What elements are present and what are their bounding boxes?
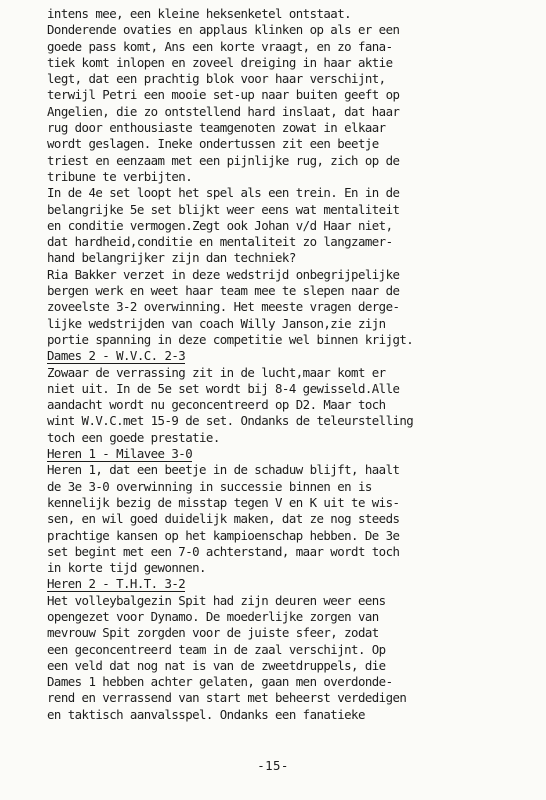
- text-line: terwijl Petri een mooie set-up naar buiten geeft op: [47, 87, 400, 103]
- section-heading: [47, 576, 507, 592]
- text-line: de 3e 3-0 overwinning in successie binnen en is: [47, 478, 372, 494]
- text-line: triest en eenzaam met een pijnlijke rug, zich op de: [47, 152, 400, 168]
- text-line: een geconcentreerd team in de zaal verschijnt. Op: [47, 641, 386, 657]
- text-line: mevrouw Spit zorgden voor de juiste sfeer, zodat: [47, 625, 379, 641]
- text-line: tribune te verbijten.: [47, 168, 193, 184]
- text-line: rend en verrassend van start met beheerst verdedigen: [47, 690, 407, 706]
- text-line: tiek komt inlopen en zoveel dreiging in haar aktie: [47, 54, 393, 70]
- text-line: Het volleybalgezin Spit had zijn deuren weer eens: [47, 592, 386, 608]
- text-line: Donderende ovaties en applaus klinken op als er een: [47, 22, 400, 38]
- text-line: en conditie vermogen.Zegt ook Johan v/d Haar niet,: [47, 217, 393, 233]
- text-line: Ria Bakker verzet in deze wedstrijd onbegrijpelijke: [47, 266, 400, 282]
- page-number: -15-: [257, 758, 289, 773]
- text-line: goede pass komt, Ans een korte vraagt, en zo fana-: [47, 38, 393, 54]
- text-line: in korte tijd gewonnen.: [47, 560, 206, 576]
- text-line: een veld dat nog nat is van de zweetdruppels, die: [47, 657, 386, 673]
- text-line: rug door enthousiaste teamgenoten zowat in elkaar: [47, 120, 386, 136]
- text-line: Dames 1 hebben achter gelaten, gaan men overdonde-: [47, 674, 393, 690]
- text-line: belangrijke 5e set blijkt weer eens wat mentaliteit: [47, 201, 400, 217]
- section-heading: [47, 446, 507, 462]
- text-line: sen, en wil goed duidelijk maken, dat ze nog steeds: [47, 511, 400, 527]
- text-line: intens mee, een kleine heksenketel ontstaat.: [47, 6, 352, 21]
- text-line: hand belangrijker zijn dan techniek?: [47, 250, 296, 266]
- text-line: opengezet voor Dynamo. De moederlijke zorgen van: [47, 608, 379, 624]
- text-line: aandacht wordt nu geconcentreerd op D2. Maar toch: [47, 397, 386, 413]
- text-line: prachtige kansen op het kampioenschap hebben. De 3e: [47, 527, 400, 543]
- text-line: toch een goede prestatie.: [47, 429, 220, 445]
- text-line: bergen werk en weet haar team mee te slepen naar de: [47, 283, 400, 299]
- text-line: legt, dat een prachtig blok voor haar verschijnt,: [47, 71, 386, 87]
- text-line: wint W.V.C.met 15-9 de set. Ondanks de teleurstelling: [47, 413, 414, 429]
- text-line: Heren 1, dat een beetje in de schaduw blijft, haalt: [47, 462, 400, 478]
- text-line: dat hardheid,conditie en mentaliteit zo langzamer-: [47, 234, 393, 250]
- typewritten-page: [47, 6, 507, 723]
- text-line: set begint met een 7-0 achterstand, maar wordt toch: [47, 543, 400, 559]
- section-heading-text: Heren 2 - T.H.T. 3-2: [47, 576, 186, 592]
- text-line: portie spanning in deze competitie wel binnen krijgt.: [47, 331, 414, 347]
- section-heading: [47, 348, 507, 364]
- text-line: Angelien, die zo ontstellend hard inslaat, dat haar: [47, 103, 400, 119]
- section-heading-text: Heren 1 - Milavee 3-0: [47, 446, 193, 462]
- text-line: en taktisch aanvalsspel. Ondanks een fanatieke: [47, 706, 365, 722]
- text-line: In de 4e set loopt het spel als een trein. En in de: [47, 185, 400, 201]
- text-line: zoveelste 3-2 overwinning. Het meeste vragen derge-: [47, 299, 400, 315]
- text-line: Zowaar de verrassing zit in de lucht,maar komt er: [47, 364, 386, 380]
- text-line: niet uit. In de 5e set wordt bij 8-4 gewisseld.Alle: [47, 380, 400, 396]
- text-line: lijke wedstrijden van coach Willy Janson,zie zijn: [47, 315, 386, 331]
- section-heading-text: Dames 2 - W.V.C. 2-3: [47, 348, 186, 364]
- text-line: wordt geslagen. Ineke ondertussen zit een beetje: [47, 136, 379, 152]
- text-line: kennelijk bezig de misstap tegen V en K uit te wis-: [47, 494, 400, 510]
